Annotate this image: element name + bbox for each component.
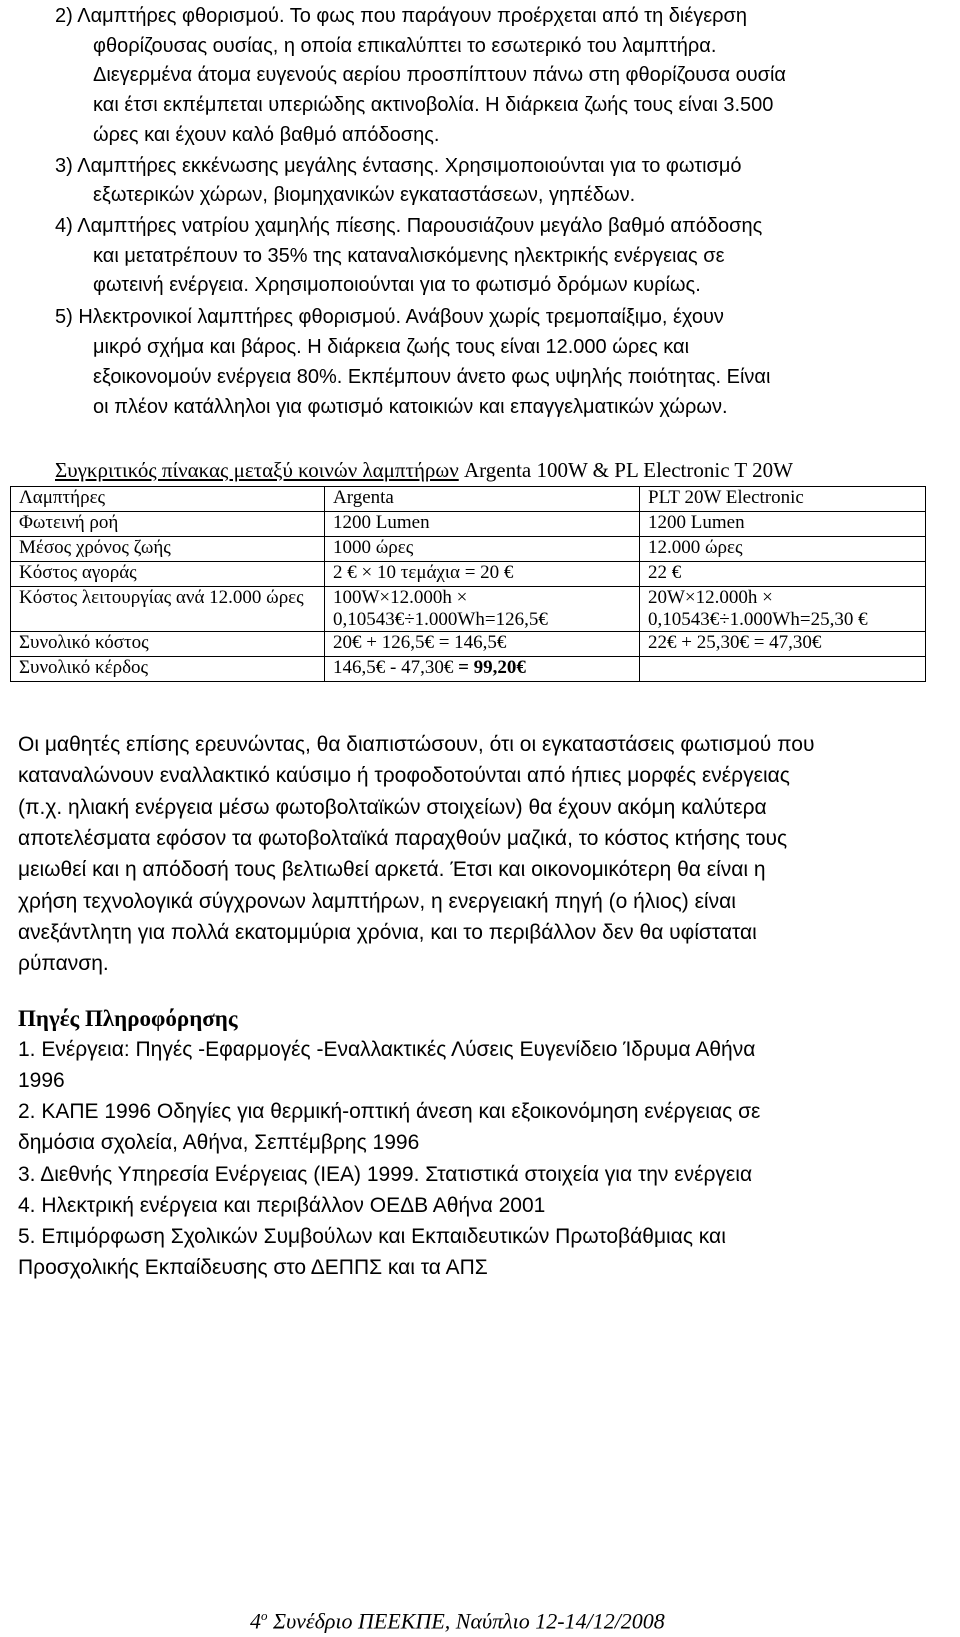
table-row <box>11 632 926 657</box>
table-row <box>11 657 926 682</box>
table-row <box>11 562 926 587</box>
text-line: 4) Λαμπτήρες νατρίου χαμηλής πίεσης. Παρουσιάζουν μεγάλο βαθμό απόδοσης <box>55 215 763 237</box>
table-cell: PLT 20W Electronic <box>640 487 926 512</box>
table-cell: Κόστος λειτουργίας ανά 12.000 ώρες <box>11 587 325 632</box>
footer-superscript: ο <box>261 1608 268 1623</box>
text-line: μικρό σχήμα και βάρος. Η διάρκεια ζωής τους είναι 12.000 ώρες και <box>93 336 690 358</box>
table-cell: 22 € <box>640 562 926 587</box>
table-cell: 20€ + 126,5€ = 146,5€ <box>325 632 640 657</box>
source-line: 2. ΚΑΠΕ 1996 Οδηγίες για θερμική-οπτική άνεση και εξοικονόμηση ενέργειας σε <box>18 1100 761 1123</box>
text-line: ρύπανση. <box>18 952 109 975</box>
text-line: εξοικονομούν ενέργεια 80%. Εκπέμπουν άνετο φως υψηλής ποιότητας. Είναι <box>93 366 771 388</box>
table-cell: 22€ + 25,30€ = 47,30€ <box>640 632 926 657</box>
table-row <box>11 587 926 632</box>
text-line: Διεγερμένα άτομα ευγενούς αερίου προσπίπτουν πάνω στη φθορίζουσα ουσία <box>93 64 786 86</box>
table-cell: 1000 ώρες <box>325 537 640 562</box>
footer-text: Συνέδριο ΠΕΕΚΠΕ, Ναύπλιο 12-14/12/2008 <box>267 1608 665 1634</box>
sources-heading: Πηγές Πληροφόρησης <box>18 1006 238 1031</box>
text-line: 5) Ηλεκτρονικοί λαμπτήρες φθορισμού. Ανάβουν χωρίς τρεμοπαίξιμο, έχουν <box>55 306 724 328</box>
table-cell: Μέσος χρόνος ζωής <box>11 537 325 562</box>
text-line: 3) Λαμπτήρες εκκένωσης μεγάλης έντασης. Χρησιμοποιούνται για το φωτισμό <box>55 155 742 177</box>
table-cell: Συνολικό κόστος <box>11 632 325 657</box>
source-line: 3. Διεθνής Υπηρεσία Ενέργειας (ΙΕΑ) 1999. Στατιστικά στοιχεία για την ενέργεια <box>18 1163 753 1186</box>
table-caption-rest: Argenta 100W & PL Electronic T 20W <box>458 458 793 482</box>
text-line: (π.χ. ηλιακή ενέργεια μέσω φωτοβολταϊκών στοιχείων) θα έχουν ακόμη καλύτερα <box>18 796 767 819</box>
table-cell: Λαμπτήρες <box>11 487 325 512</box>
table-cell: Φωτεινή ροή <box>11 512 325 537</box>
text-line: Οι μαθητές επίσης ερευνώντας, θα διαπιστώσουν, ότι οι εγκαταστάσεις φωτισμού που <box>18 733 815 756</box>
table-row <box>11 487 926 512</box>
table-row <box>11 537 926 562</box>
text-line: αποτελέσματα εφόσον τα φωτοβολταϊκά παραχθούν μαζικά, το κόστος κτήσης τους <box>18 827 788 850</box>
source-line: δημόσια σχολεία, Αθήνα, Σεπτέμβρης 1996 <box>18 1131 420 1154</box>
table-cell: Κόστος αγοράς <box>11 562 325 587</box>
source-line: 1996 <box>18 1069 65 1092</box>
source-line: 4. Ηλεκτρική ενέργεια και περιβάλλον ΟΕΔΒ Αθήνα 2001 <box>18 1194 546 1217</box>
table-row <box>11 512 926 537</box>
source-line: Προσχολικής Εκπαίδευσης στο ΔΕΠΠΣ και τα ΑΠΣ <box>18 1256 488 1279</box>
text-line: καταναλώνουν εναλλακτικό καύσιμο ή τροφοδοτούνται από ήπιες μορφές ενέργειας <box>18 764 790 787</box>
source-line: 1. Ενέργεια: Πηγές -Εφαρμογές -Εναλλακτικές Λύσεις Ευγενίδειο Ίδρυμα Αθήνα <box>18 1038 756 1061</box>
text-line: οι πλέον κατάλληλοι για φωτισμό κατοικιών και επαγγελματικών χώρων. <box>93 396 728 418</box>
table-cell: 100W×12.000h × 0,10543€÷1.000Wh=126,5€ <box>325 587 640 632</box>
text-line: χρήση τεχνολογικά σύγχρονων λαμπτήρων, η ενεργειακή πηγή (ο ήλιος) είναι <box>18 890 736 913</box>
footer-number: 4 <box>250 1608 261 1634</box>
table-cell: 1200 Lumen <box>325 512 640 537</box>
text-line: εξωτερικών χώρων, βιομηχανικών εγκαταστάσεων, γηπέδων. <box>93 184 636 206</box>
table-cell: Συνολικό κέρδος <box>11 657 325 682</box>
table-cell: Argenta <box>325 487 640 512</box>
page-footer <box>250 1608 665 1634</box>
profit-result: = 99,20€ <box>458 657 526 678</box>
table-caption-underlined: Συγκριτικός πίνακας μεταξύ κοινών λαμπτήρων <box>55 458 459 482</box>
table-caption <box>55 458 793 483</box>
table-cell: 12.000 ώρες <box>640 537 926 562</box>
text-line: και μετατρέπουν το 35% της καταναλισκόμενης ηλεκτρικής ενέργειας σε <box>93 245 725 267</box>
table-cell: 2 € × 10 τεμάχια = 20 € <box>325 562 640 587</box>
text-line: ανεξάντλητη για πολλά εκατομμύρια χρόνια, και το περιβάλλον δεν θα υφίσταται <box>18 921 757 944</box>
text-line: φωτεινή ενέργεια. Χρησιμοποιούνται για το φωτισμό δρόμων κυρίως. <box>93 274 701 296</box>
source-line: 5. Επιμόρφωση Σχολικών Συμβούλων και Εκπαιδευτικών Πρωτοβάθμιας και <box>18 1225 726 1248</box>
table-cell <box>640 657 926 682</box>
profit-calc: 146,5€ - 47,30€ <box>333 657 459 678</box>
text-line: 2) Λαμπτήρες φθορισμού. Το φως που παράγουν προέρχεται από τη διέγερση <box>55 5 748 27</box>
text-line: φθορίζουσας ουσίας, η οποία επικαλύπτει το εσωτερικό του λαμπτήρα. <box>93 35 717 57</box>
comparison-table <box>10 486 926 682</box>
text-line: και έτσι εκπέμπεται υπεριώδης ακτινοβολία. Η διάρκεια ζωής τους είναι 3.500 <box>93 94 774 116</box>
text-line: μειωθεί και η απόδοσή τους βελτιωθεί αρκετά. Έτσι και οικονομικότερη θα είναι η <box>18 858 766 881</box>
text-line: ώρες και έχουν καλό βαθμό απόδοσης. <box>93 124 440 146</box>
table-cell: 1200 Lumen <box>640 512 926 537</box>
table-cell <box>325 657 640 682</box>
table-cell: 20W×12.000h × 0,10543€÷1.000Wh=25,30 € <box>640 587 926 632</box>
